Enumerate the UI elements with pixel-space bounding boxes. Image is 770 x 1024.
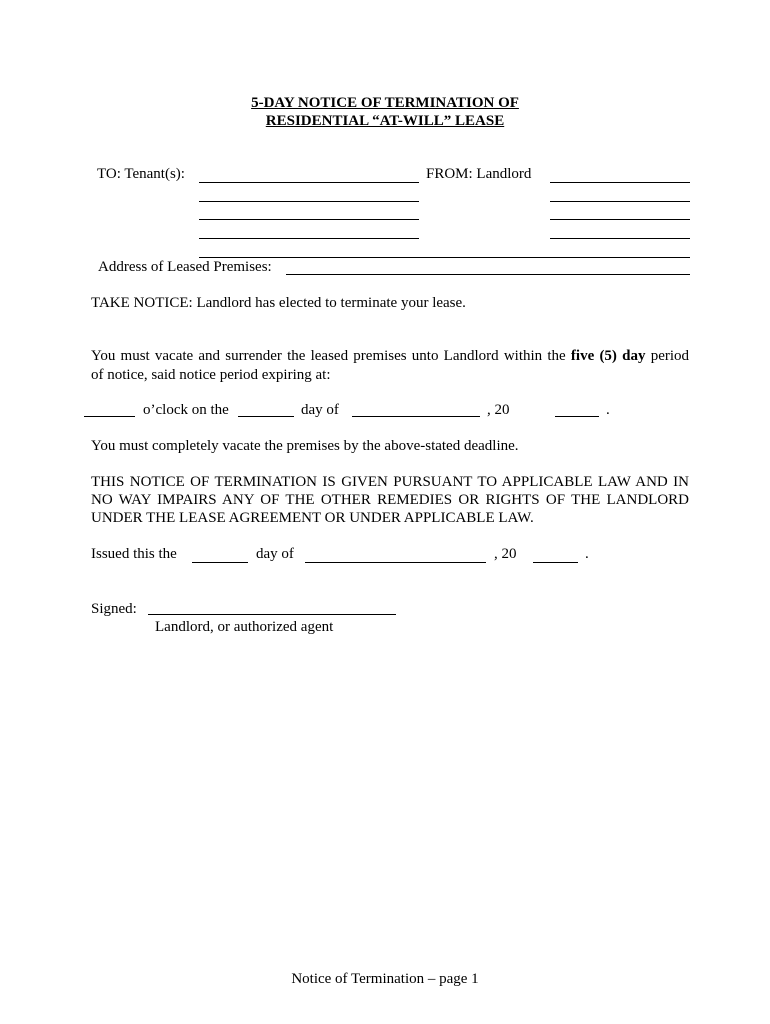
from-landlord-label: FROM: Landlord — [426, 166, 532, 182]
address-of-premises-label: Address of Leased Premises: — [98, 259, 272, 275]
address-blank-upper[interactable] — [199, 257, 690, 258]
tenant-name-blank-4[interactable] — [199, 238, 419, 239]
signature-blank[interactable] — [148, 614, 396, 615]
expiry-period: . — [606, 402, 610, 418]
page-footer: Notice of Termination – page 1 — [291, 971, 479, 987]
document-title-line1: 5-DAY NOTICE OF TERMINATION OF — [251, 95, 519, 111]
tenant-name-blank-2[interactable] — [199, 201, 419, 202]
document-title-line2: RESIDENTIAL “AT-WILL” LEASE — [265, 113, 505, 129]
signature-caption: Landlord, or authorized agent — [155, 619, 334, 635]
signed-label: Signed: — [91, 601, 137, 617]
issued-year-prefix: , 20 — [494, 546, 517, 562]
landlord-name-blank-2[interactable] — [550, 201, 690, 202]
expiry-day-of-label: day of — [301, 402, 339, 418]
expiry-day-blank[interactable] — [238, 416, 294, 417]
vacate-line-1: You must vacate and surrender the leased premises unto Landlord within the five (5) day period — [91, 348, 690, 364]
landlord-name-blank-3[interactable] — [550, 219, 690, 220]
legal-line-1: THIS NOTICE OF TERMINATION IS GIVEN PURSUANT TO APPLICABLE LAW AND IN — [91, 474, 689, 490]
issued-day-of-label: day of — [256, 546, 294, 562]
to-tenants-label: TO: Tenant(s): — [97, 166, 185, 182]
five-day-bold: five (5) day — [570, 348, 646, 364]
issued-month-blank[interactable] — [305, 562, 486, 563]
tenant-name-blank-3[interactable] — [199, 219, 419, 220]
address-blank[interactable] — [286, 274, 690, 275]
expiry-year-prefix: , 20 — [487, 402, 510, 418]
deadline-text: You must completely vacate the premises by the above-stated deadline. — [91, 438, 519, 454]
issued-year-blank[interactable] — [533, 562, 578, 563]
expiry-year-blank[interactable] — [555, 416, 599, 417]
take-notice-text: TAKE NOTICE: Landlord has elected to terminate your lease. — [91, 295, 466, 311]
expiry-hour-blank[interactable] — [84, 416, 135, 417]
expiry-month-blank[interactable] — [352, 416, 480, 417]
landlord-name-blank-4[interactable] — [550, 238, 690, 239]
issued-period: . — [585, 546, 589, 562]
legal-line-2: NO WAY IMPAIRS ANY OF THE OTHER REMEDIES OR RIGHTS OF THE LANDLORD — [91, 492, 689, 508]
tenant-name-blank-1[interactable] — [199, 182, 419, 183]
issued-label: Issued this the — [91, 546, 177, 562]
landlord-name-blank-1[interactable] — [550, 182, 690, 183]
oclock-label: o’clock on the — [143, 402, 229, 418]
issued-day-blank[interactable] — [192, 562, 248, 563]
vacate-line-2: of notice, said notice period expiring at: — [91, 367, 331, 383]
legal-line-3: UNDER THE LEASE AGREEMENT OR UNDER APPLICABLE LAW. — [91, 510, 534, 526]
